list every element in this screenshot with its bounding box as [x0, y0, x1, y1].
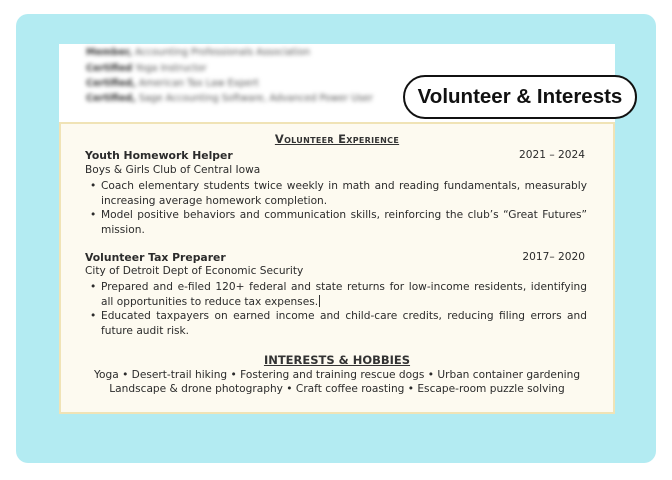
- volunteer-organization: Boys & Girls Club of Central Iowa: [85, 164, 261, 176]
- volunteer-organization: City of Detroit Dept of Economic Security: [85, 265, 304, 277]
- certification-line: Certified Yoga Instructor: [86, 63, 207, 74]
- bullet-item: • Educated taxpayers on earned income and child-care credits, reducing filing errors and future audit risk.: [101, 309, 587, 339]
- bullet-item[interactable]: • Prepared and e-filed 120+ federal and state returns for low-income residents, identifying all opportunities to reduce tax expenses.: [101, 280, 587, 310]
- volunteer-section-title: Volunteer Experience: [274, 132, 400, 146]
- volunteer-role: Volunteer Tax Preparer: [85, 251, 226, 264]
- certification-line: Member, Accounting Professionals Association: [86, 47, 311, 58]
- bullet-item: • Coach elementary students twice weekly in math and reading fundamentals, measurably increasing average homework completion.: [101, 179, 587, 209]
- volunteer-dates: 2017– 2020: [522, 251, 585, 263]
- bullet-item: • Model positive behaviors and communication skills, reinforcing the club’s “Great Futures” mission.: [101, 208, 587, 238]
- text-cursor: [319, 295, 320, 307]
- hobbies-line: Yoga • Desert-trail hiking • Fostering and training rescue dogs • Urban container gardening: [93, 369, 581, 381]
- volunteer-role: Youth Homework Helper: [85, 149, 233, 162]
- volunteer-dates: 2021 – 2024: [519, 149, 585, 161]
- section-callout-label: Volunteer & Interests: [403, 75, 637, 119]
- interests-section-title: INTERESTS & HOBBIES: [263, 353, 411, 367]
- resume-document: [59, 122, 615, 414]
- certification-line: Certified, Sage Accounting Software, Advanced Power User: [86, 93, 373, 104]
- certification-line: Certified, American Tax Law Expert: [86, 78, 259, 89]
- hobbies-line: Landscape & drone photography • Craft coffee roasting • Escape-room puzzle solving: [109, 383, 565, 395]
